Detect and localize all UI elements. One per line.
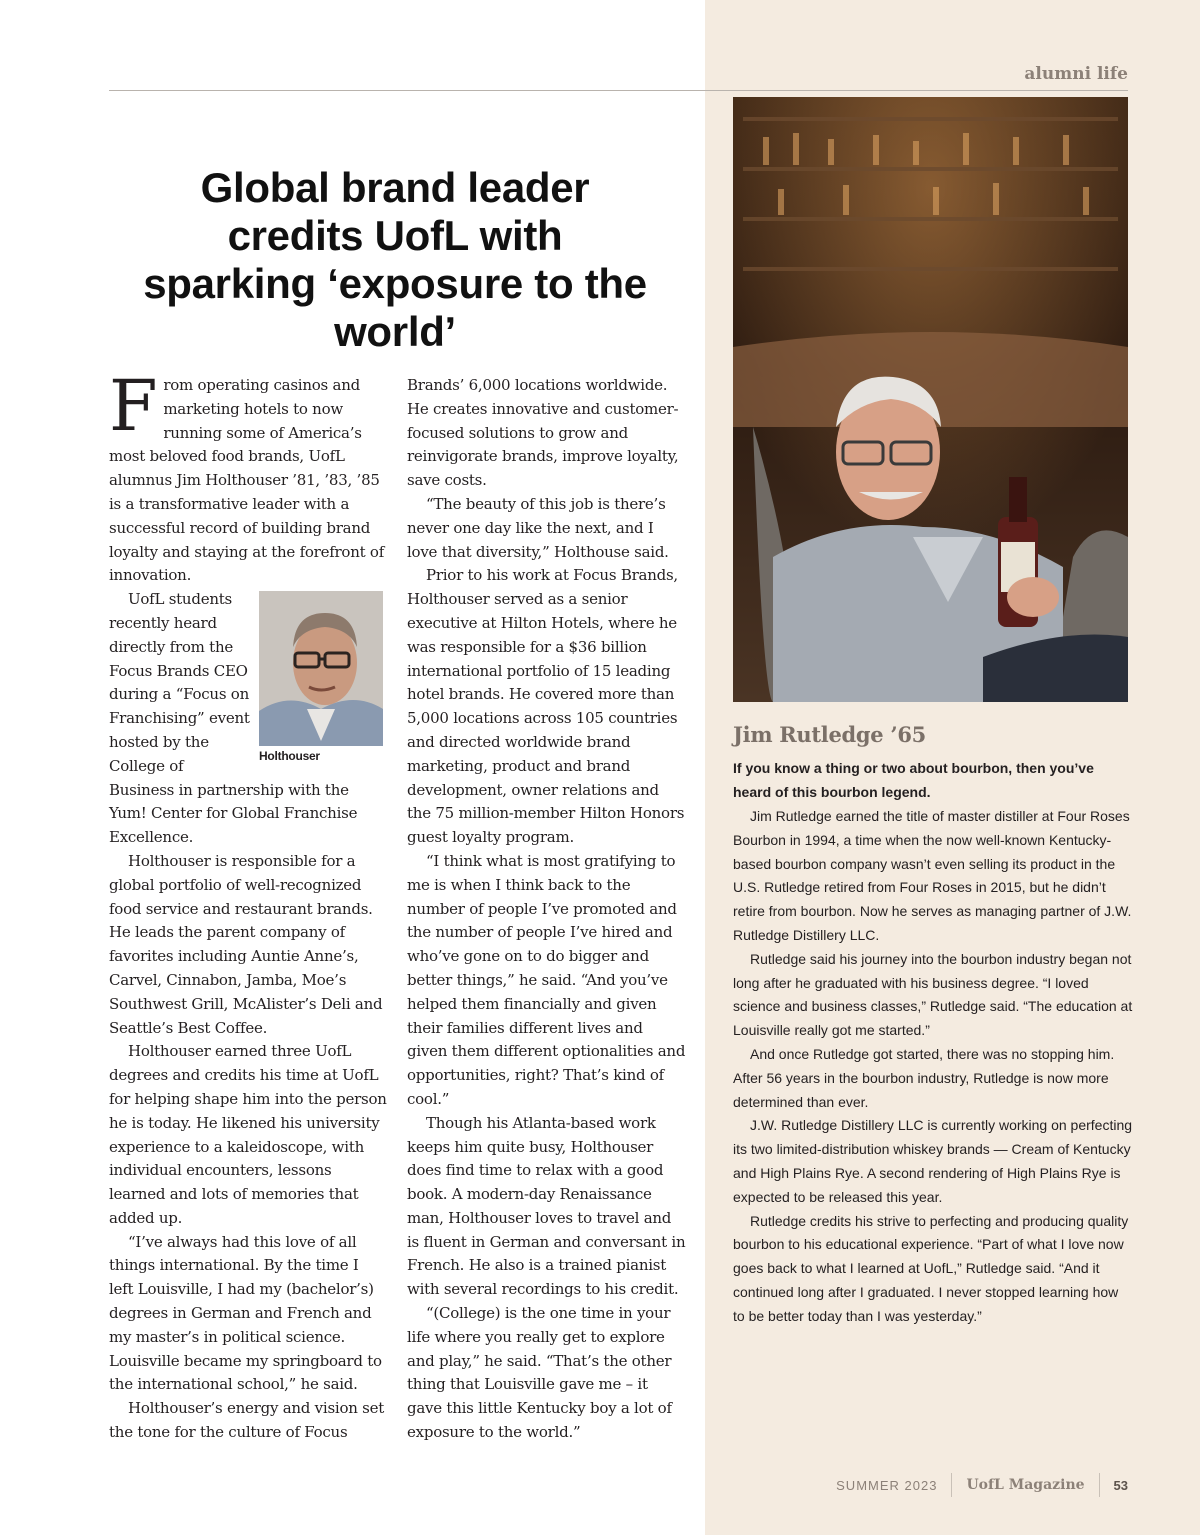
article-paragraph: “(College) is the one time in your life where you really get to explore and play,” he said. “That’s the other thing that Louisville gave me – it gave this little Kentucky boy a lot of exposure to the world.” xyxy=(407,1304,672,1442)
drop-cap: F xyxy=(109,365,158,447)
article-paragraph: Holthouser’s energy and vision set the tone for the culture of Focus xyxy=(109,1399,384,1442)
footer-divider xyxy=(951,1473,952,1497)
section-label: alumni life xyxy=(1024,64,1128,84)
top-rule xyxy=(109,90,1128,91)
article-paragraph: “I think what is most gratifying to me is when I think back to the number of people I’ve promoted and the number of people I’ve hired and who’ve gone on to do bigger and better things,” he said. “And you’ve helped them financially and given their families different lives and given them different optionalities and opportunities, right? That’s kind of cool.” xyxy=(407,851,686,1108)
article-paragraph: rom operating casinos and marketing hotels to now running some of America’s most beloved food brands, UofL alumnus Jim Holthouser ’81, ’83, ’85 is a transformative leader with a successful record of building brand loyalty and staying at the forefront of innovation. xyxy=(109,376,385,585)
article-paragraph: Prior to his work at Focus Brands, Holthouser served as a senior executive at Hilton Hotels, where he was responsible for a $36 billion international portfolio of 15 leading hotel brands. He covered more than 5,000 locations across 105 countries and directed worldwide brand marketing, product and brand development, owner relations and the 75 million-member Hilton Honors guest loyalty program. xyxy=(407,566,685,847)
article-paragraph: Though his Atlanta-based work keeps him quite busy, Holthouser does find time to relax with a good book. A modern-day Renaissance man, Holthouser loves to travel and is fluent in German and conversant in French. He also is a trained pianist with several recordings to his credit. xyxy=(407,1113,686,1299)
sidebar-name: Jim Rutledge ’65 xyxy=(733,722,926,747)
page-footer xyxy=(836,1475,1128,1495)
article-paragraph: Holthouser earned three UofL degrees and credits his time at UofL for helping shape him into the person he is today. He likened his university experience to a kaleidoscope, with individual encounters, lessons learned and lots of memories that added up. xyxy=(109,1042,387,1227)
issue-label: SUMMER 2023 xyxy=(836,1477,938,1493)
article-paragraph: “The beauty of this job is there’s never one day like the next, and I love that diversity,” Holthouse said. xyxy=(407,494,669,561)
sidebar-paragraph: Rutledge credits his strive to perfecting and producing quality bourbon to his educational experience. “Part of what I love now goes back to what I learned at UofL,” Rutledge said. “And it continued long after I graduated. I never stopped learning how to be better today than I was yesterday.” xyxy=(733,1212,1129,1324)
holthouser-inset xyxy=(259,591,383,764)
article-column-1 xyxy=(109,365,387,1445)
sidebar-paragraph: Rutledge said his journey into the bourbon industry began not long after he graduated with his business degree. “I loved science and business classes,” Rutledge said. “The education at Louisville really got me started.” xyxy=(733,950,1133,1039)
footer-divider xyxy=(1099,1473,1100,1497)
article-headline: Global brand leader credits UofL with sparking ‘exposure to the world’ xyxy=(143,164,647,355)
page-number: 53 xyxy=(1113,1477,1128,1493)
sidebar-deck: If you know a thing or two about bourbon, then you’ve heard of this bourbon legend. xyxy=(733,760,1094,800)
rutledge-photo xyxy=(733,97,1128,702)
sidebar-paragraph: Jim Rutledge earned the title of master distiller at Four Roses Bourbon in 1994, a time when the now well-known Kentucky-based bourbon company wasn’t even selling its product in the U.S. Rutledge retired from Four Roses in 2015, but he didn’t retire from bourbon. Now he serves as managing partner of J.W. Rutledge Distillery LLC. xyxy=(733,808,1132,943)
magazine-name: UofL Magazine xyxy=(966,1477,1085,1493)
sidebar-paragraph: And once Rutledge got started, there was no stopping him. After 56 years in the bourbon industry, Rutledge is now more determined than ever. xyxy=(733,1045,1115,1110)
holthouser-photo xyxy=(259,591,383,746)
article-paragraph: “I’ve always had this love of all things international. By the time I left Louisville, I had my (bachelor’s) degrees in German and French and my master’s in political science. Louisville became my springboard to the international school,” he said. xyxy=(109,1232,382,1394)
inset-caption: Holthouser xyxy=(259,749,320,764)
article-paragraph: Brands’ 6,000 locations worldwide. He creates innovative and customer-focused solutions to grow and reinvigorate brands, improve loyalty, save costs. xyxy=(407,376,679,490)
article-paragraph: UofL students recently heard directly from the Focus Brands CEO during a “Focus on Franchising” event hosted by the College of Business in partnership with the Yum! Center for Global Franchise Excellence. xyxy=(109,590,358,847)
sidebar-body xyxy=(733,805,1133,1329)
sidebar-paragraph: J.W. Rutledge Distillery LLC is currently working on perfecting its two limited-distribution whiskey brands — Cream of Kentucky and High Plains Rye. A second rendering of High Plains Rye is expected to be released this year. xyxy=(733,1117,1133,1205)
article-paragraph: Holthouser is responsible for a global portfolio of well-recognized food service and restaurant brands. He leads the parent company of favorites including Auntie Anne’s, Carvel, Cinnabon, Jamba, Moe’s Southwest Grill, McAlister’s Deli and Seattle’s Best Coffee. xyxy=(109,851,383,1037)
article-column-2 xyxy=(407,374,687,1445)
